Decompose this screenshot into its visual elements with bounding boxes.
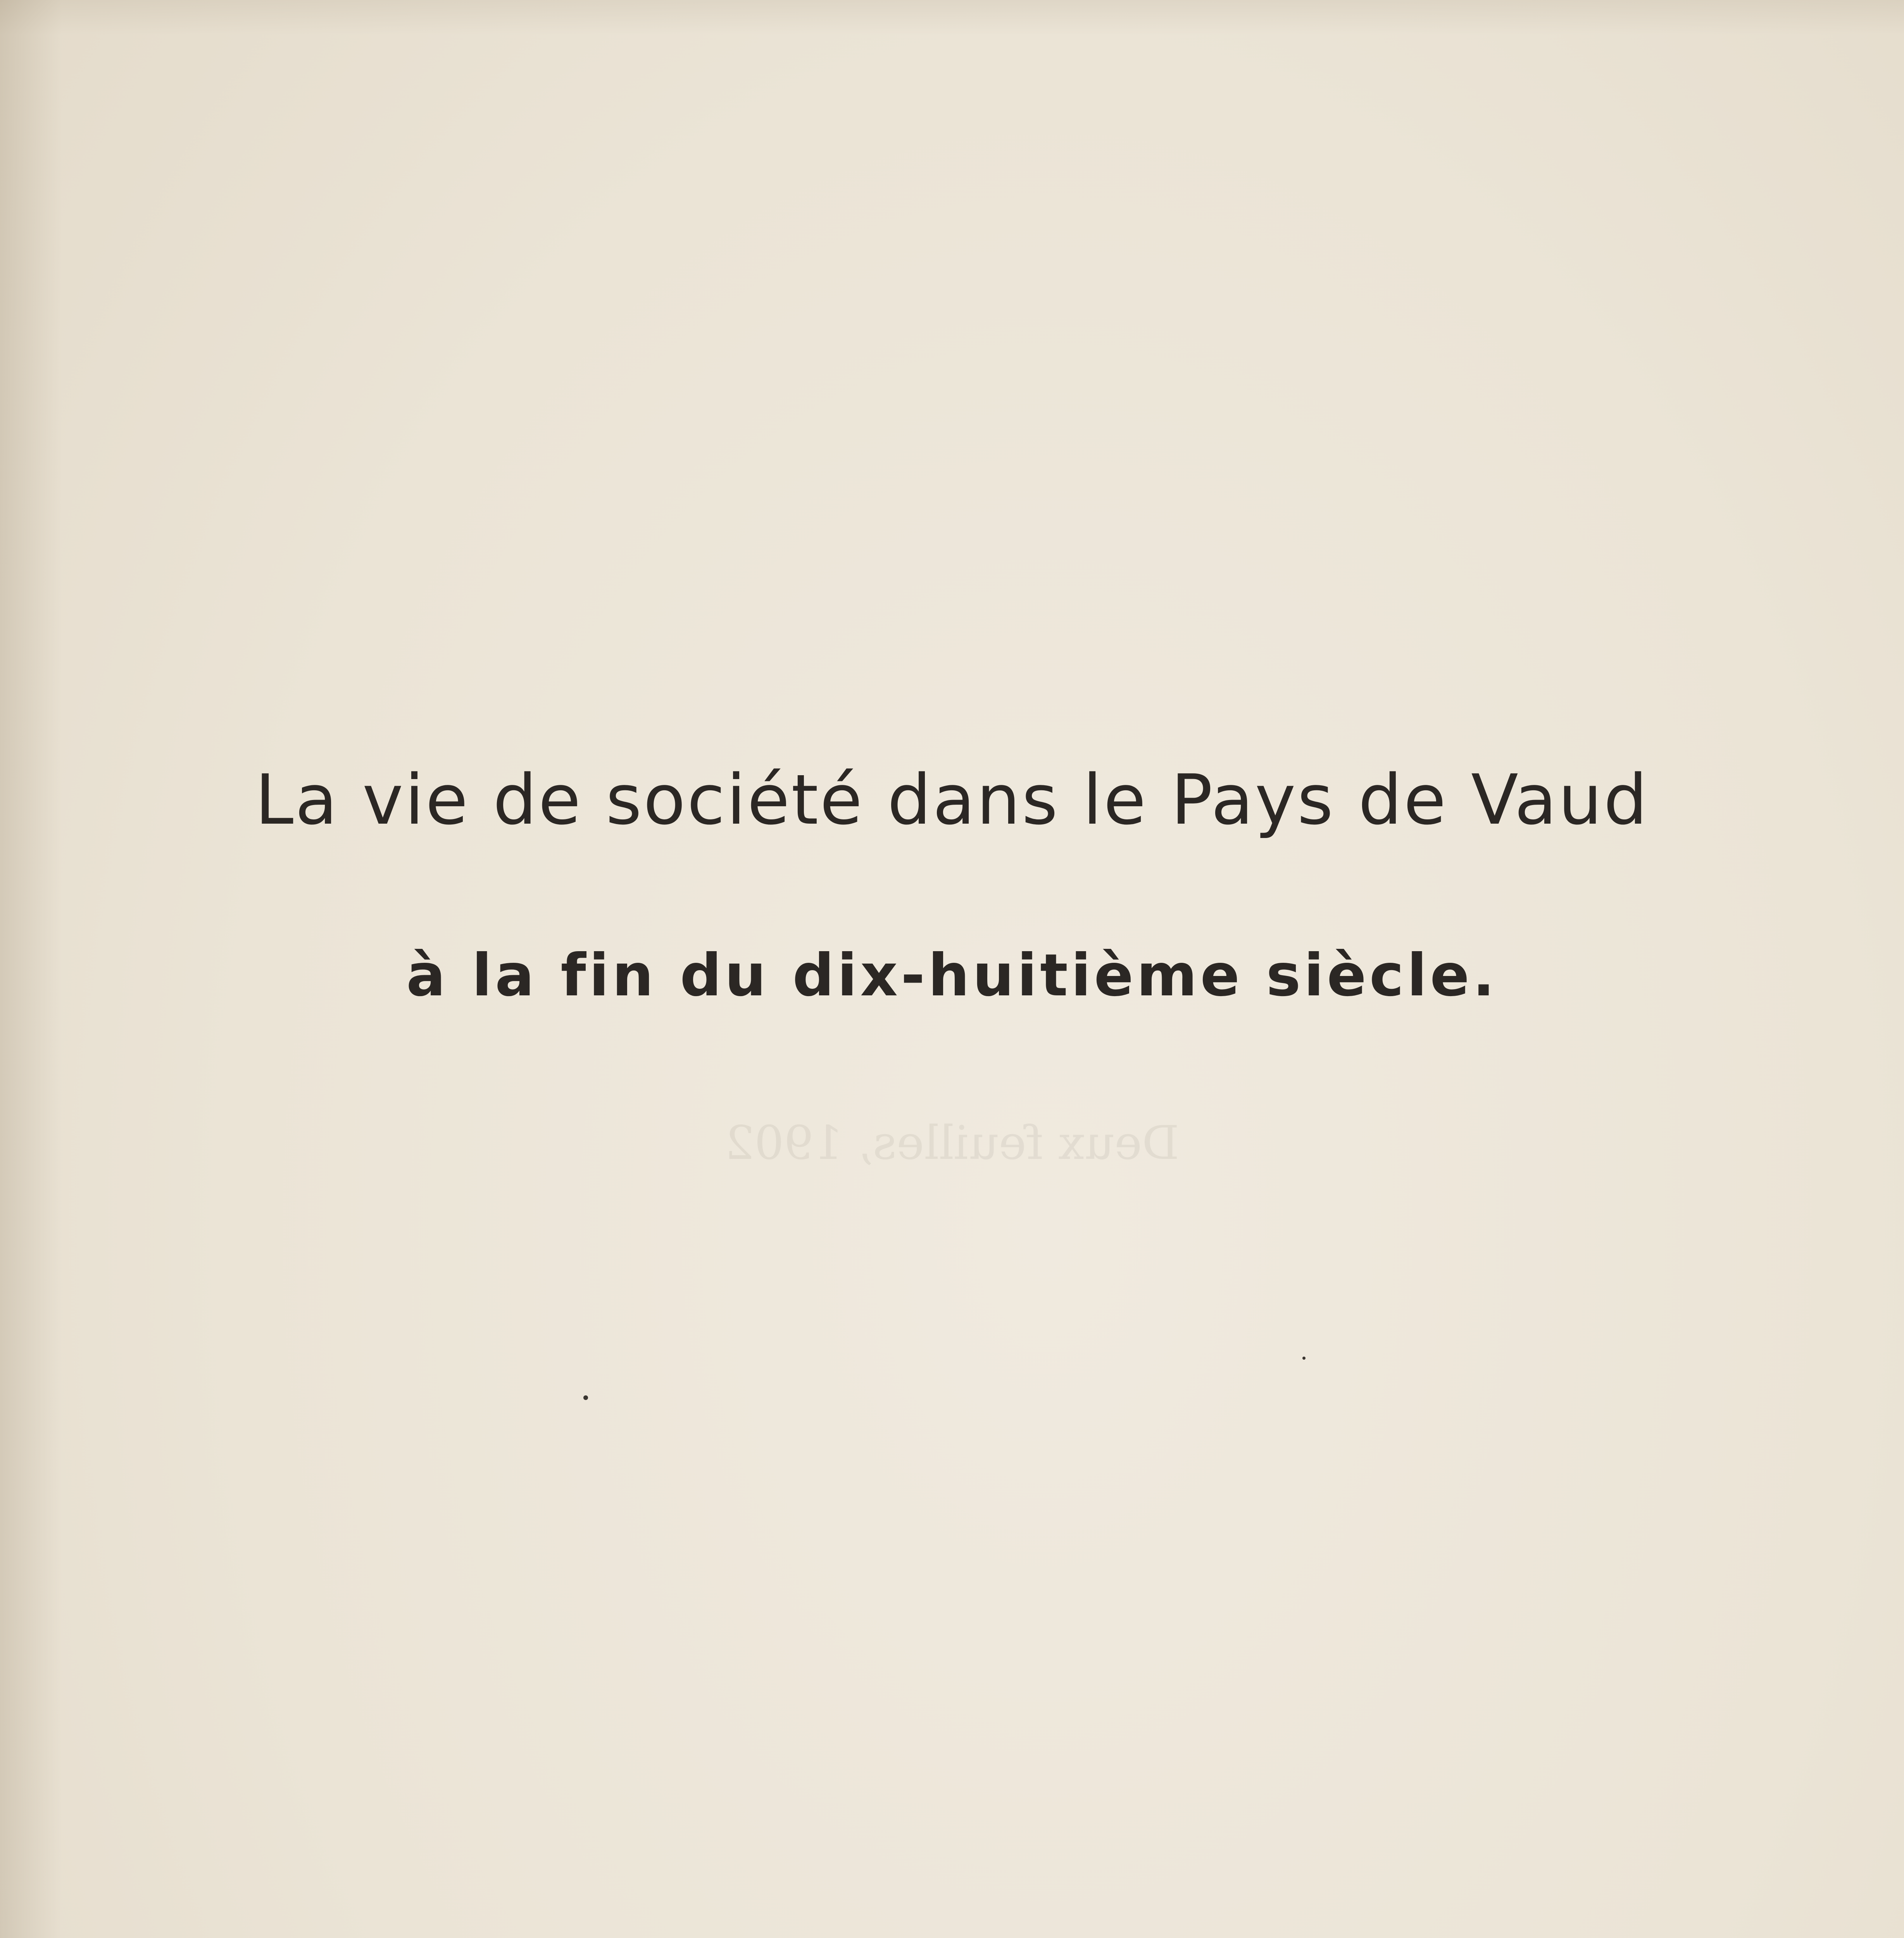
- page-title: La vie de société dans le Pays de Vaud: [255, 760, 1649, 840]
- paper-speck: [1302, 1357, 1306, 1360]
- show-through-text-top: Deux feuilles, 1902: [724, 1116, 1180, 1170]
- paper-speck: [583, 1395, 588, 1400]
- page-top-shadow: [0, 0, 1904, 35]
- page-subtitle: à la fin du dix-huitième siècle.: [406, 942, 1498, 1009]
